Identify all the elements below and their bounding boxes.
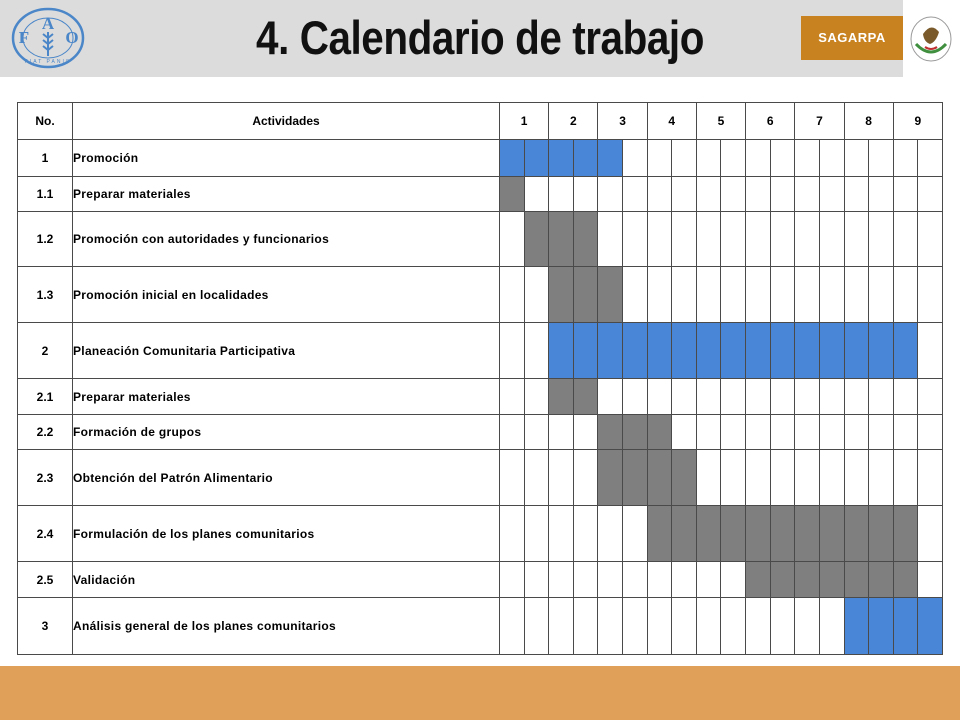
table-row (18, 506, 943, 562)
gantt-cell-task (893, 506, 918, 562)
gantt-cell-phase (696, 323, 721, 379)
gantt-cell-phase (500, 140, 525, 177)
activity-label: Preparar materiales (73, 177, 500, 212)
gantt-cell-empty (696, 598, 721, 655)
table-row (18, 177, 943, 212)
activity-label: Validación (73, 562, 500, 598)
gantt-cell-task (573, 379, 598, 415)
gantt-cell-empty (795, 177, 820, 212)
gantt-cell-empty (918, 450, 943, 506)
gantt-cell-empty (549, 415, 574, 450)
gantt-cell-empty (524, 415, 549, 450)
gantt-cell-task (549, 212, 574, 267)
gantt-cell-task (598, 415, 623, 450)
gantt-cell-empty (844, 379, 869, 415)
header-period-7: 7 (795, 103, 844, 140)
gantt-cell-task (623, 450, 648, 506)
gantt-cell-task (549, 267, 574, 323)
gantt-cell-empty (500, 415, 525, 450)
fao-letter-f: F (18, 28, 30, 47)
gantt-cell-empty (647, 598, 672, 655)
gantt-cell-empty (869, 267, 894, 323)
table-row (18, 323, 943, 379)
gantt-cell-phase (893, 598, 918, 655)
gantt-cell-empty (746, 212, 771, 267)
page-title: 4. Calendario de trabajo (256, 11, 704, 64)
header-period-5: 5 (696, 103, 745, 140)
gantt-cell-empty (918, 177, 943, 212)
gantt-cell-task (623, 415, 648, 450)
gantt-cell-empty (672, 598, 697, 655)
row-number: 1.2 (18, 212, 73, 267)
gantt-cell-empty (893, 212, 918, 267)
gantt-cell-empty (573, 177, 598, 212)
activity-label: Promoción inicial en localidades (73, 267, 500, 323)
gantt-cell-task (869, 506, 894, 562)
table-row (18, 415, 943, 450)
gantt-cell-empty (770, 598, 795, 655)
row-number: 2.3 (18, 450, 73, 506)
row-number: 2.4 (18, 506, 73, 562)
gantt-cell-empty (721, 212, 746, 267)
gantt-cell-empty (795, 212, 820, 267)
gantt-cell-empty (819, 267, 844, 323)
gantt-cell-empty (893, 140, 918, 177)
gantt-cell-task (746, 506, 771, 562)
gantt-cell-empty (746, 598, 771, 655)
gantt-cell-empty (746, 140, 771, 177)
row-number: 2.5 (18, 562, 73, 598)
gantt-cell-empty (746, 450, 771, 506)
gantt-cell-phase (869, 323, 894, 379)
gantt-cell-empty (869, 415, 894, 450)
activity-label: Promoción (73, 140, 500, 177)
gantt-cell-phase (918, 598, 943, 655)
gantt-cell-empty (623, 140, 648, 177)
gantt-cell-task (573, 267, 598, 323)
gantt-cell-empty (672, 212, 697, 267)
row-number: 2.2 (18, 415, 73, 450)
gantt-cell-task (524, 212, 549, 267)
gantt-cell-empty (770, 379, 795, 415)
gantt-cell-empty (623, 598, 648, 655)
gantt-cell-empty (647, 212, 672, 267)
header-period-2: 2 (549, 103, 598, 140)
gantt-cell-empty (549, 562, 574, 598)
gantt-cell-empty (721, 450, 746, 506)
gantt-cell-empty (623, 379, 648, 415)
gantt-cell-phase (573, 323, 598, 379)
gantt-cell-phase (721, 323, 746, 379)
activity-label: Formación de grupos (73, 415, 500, 450)
gantt-cell-empty (795, 598, 820, 655)
gantt-cell-phase (598, 140, 623, 177)
gantt-cell-empty (819, 450, 844, 506)
gantt-cell-empty (795, 140, 820, 177)
gantt-cell-empty (524, 177, 549, 212)
gantt-cell-empty (746, 379, 771, 415)
gantt-cell-empty (573, 506, 598, 562)
gantt-cell-empty (573, 562, 598, 598)
gantt-cell-empty (500, 267, 525, 323)
header-period-1: 1 (500, 103, 549, 140)
gantt-cell-empty (500, 506, 525, 562)
row-number: 3 (18, 598, 73, 655)
gantt-cell-task (647, 450, 672, 506)
gantt-cell-empty (524, 562, 549, 598)
gantt-cell-empty (524, 267, 549, 323)
gantt-cell-empty (573, 450, 598, 506)
gantt-cell-empty (819, 140, 844, 177)
gantt-cell-empty (598, 177, 623, 212)
activity-label: Promoción con autoridades y funcionarios (73, 212, 500, 267)
gantt-cell-empty (844, 177, 869, 212)
gantt-cell-task (770, 562, 795, 598)
table-row (18, 562, 943, 598)
gantt-cell-empty (770, 415, 795, 450)
gantt-cell-task (647, 506, 672, 562)
gantt-cell-task (746, 562, 771, 598)
gantt-cell-empty (500, 562, 525, 598)
gantt-cell-empty (549, 598, 574, 655)
gantt-cell-empty (721, 415, 746, 450)
gantt-cell-empty (795, 415, 820, 450)
gantt-cell-empty (869, 140, 894, 177)
gantt-cell-empty (844, 415, 869, 450)
gantt-cell-empty (795, 267, 820, 323)
sagarpa-logo: SAGARPA (801, 16, 903, 60)
gantt-cell-empty (770, 177, 795, 212)
activity-label: Preparar materiales (73, 379, 500, 415)
gantt-cell-empty (869, 177, 894, 212)
gantt-cell-empty (844, 450, 869, 506)
gantt-cell-empty (524, 506, 549, 562)
gantt-cell-empty (696, 177, 721, 212)
gantt-cell-task (598, 267, 623, 323)
activity-label: Formulación de los planes comunitarios (73, 506, 500, 562)
header-period-6: 6 (746, 103, 795, 140)
gantt-cell-empty (819, 379, 844, 415)
gantt-cell-phase (524, 140, 549, 177)
gantt-cell-empty (647, 562, 672, 598)
gantt-cell-phase (672, 323, 697, 379)
gantt-cell-empty (524, 598, 549, 655)
header-activities: Actividades (73, 103, 500, 140)
gantt-cell-empty (598, 212, 623, 267)
row-number: 2 (18, 323, 73, 379)
gantt-cell-task (672, 506, 697, 562)
gantt-cell-task (819, 562, 844, 598)
activity-label: Análisis general de los planes comunitarios (73, 598, 500, 655)
gantt-cell-phase (623, 323, 648, 379)
row-number: 1.3 (18, 267, 73, 323)
gantt-cell-empty (918, 212, 943, 267)
gantt-cell-empty (844, 140, 869, 177)
table-header-row (18, 103, 943, 140)
row-number: 2.1 (18, 379, 73, 415)
gantt-cell-phase (869, 598, 894, 655)
gantt-cell-task (598, 450, 623, 506)
table-row (18, 267, 943, 323)
header-period-8: 8 (844, 103, 893, 140)
gantt-cell-empty (647, 379, 672, 415)
gantt-cell-empty (918, 415, 943, 450)
table-row (18, 140, 943, 177)
gantt-cell-empty (524, 379, 549, 415)
gantt-cell-task (549, 379, 574, 415)
gantt-cell-empty (524, 323, 549, 379)
gantt-cell-empty (549, 450, 574, 506)
gantt-cell-empty (573, 415, 598, 450)
gantt-cell-phase (844, 598, 869, 655)
gantt-cell-task (844, 562, 869, 598)
gantt-cell-empty (746, 177, 771, 212)
gantt-cell-empty (623, 177, 648, 212)
gantt-cell-empty (672, 140, 697, 177)
gantt-cell-empty (696, 212, 721, 267)
gantt-cell-empty (696, 450, 721, 506)
gantt-cell-empty (918, 323, 943, 379)
gantt-cell-empty (598, 379, 623, 415)
gantt-cell-empty (696, 267, 721, 323)
gantt-cell-phase (647, 323, 672, 379)
gantt-cell-empty (893, 379, 918, 415)
gantt-cell-task (844, 506, 869, 562)
table-row (18, 598, 943, 655)
gantt-cell-task (819, 506, 844, 562)
gantt-cell-empty (918, 562, 943, 598)
gantt-cell-empty (696, 140, 721, 177)
gantt-cell-empty (623, 212, 648, 267)
gantt-cell-phase (844, 323, 869, 379)
gantt-cell-empty (721, 140, 746, 177)
work-calendar-table (17, 102, 943, 655)
gantt-cell-phase (746, 323, 771, 379)
gantt-cell-phase (795, 323, 820, 379)
gantt-cell-empty (770, 267, 795, 323)
gantt-cell-empty (893, 415, 918, 450)
gantt-cell-empty (918, 506, 943, 562)
gantt-cell-empty (721, 562, 746, 598)
gantt-cell-empty (623, 267, 648, 323)
row-number: 1.1 (18, 177, 73, 212)
table-row (18, 450, 943, 506)
gantt-cell-empty (696, 379, 721, 415)
gantt-cell-empty (819, 177, 844, 212)
gantt-cell-empty (721, 598, 746, 655)
gantt-cell-empty (500, 450, 525, 506)
gantt-cell-empty (500, 379, 525, 415)
gantt-cell-task (696, 506, 721, 562)
gantt-cell-task (893, 562, 918, 598)
fao-motto: FIAT PANIS (24, 59, 72, 65)
gantt-cell-empty (893, 450, 918, 506)
gantt-cell-empty (819, 415, 844, 450)
gantt-cell-empty (746, 415, 771, 450)
gantt-cell-empty (893, 267, 918, 323)
gantt-cell-task (770, 506, 795, 562)
fao-letter-a: A (41, 14, 55, 33)
gantt-cell-empty (647, 267, 672, 323)
gantt-cell-task (500, 177, 525, 212)
header-period-4: 4 (647, 103, 696, 140)
gantt-cell-empty (696, 562, 721, 598)
gantt-cell-task (647, 415, 672, 450)
gantt-cell-phase (770, 323, 795, 379)
header-period-3: 3 (598, 103, 647, 140)
gantt-cell-empty (672, 267, 697, 323)
gantt-cell-empty (672, 177, 697, 212)
gantt-cell-empty (795, 379, 820, 415)
gantt-cell-task (672, 450, 697, 506)
gantt-cell-empty (696, 415, 721, 450)
gantt-cell-empty (647, 140, 672, 177)
gantt-cell-empty (819, 212, 844, 267)
gantt-cell-empty (819, 598, 844, 655)
header-period-9: 9 (893, 103, 942, 140)
gantt-cell-empty (869, 450, 894, 506)
gantt-cell-empty (795, 450, 820, 506)
gantt-cell-empty (770, 212, 795, 267)
activity-label: Planeación Comunitaria Participativa (73, 323, 500, 379)
gantt-cell-task (795, 562, 820, 598)
gantt-cell-empty (598, 562, 623, 598)
gantt-cell-empty (918, 267, 943, 323)
bottom-band (0, 666, 960, 720)
gantt-cell-phase (819, 323, 844, 379)
gantt-cell-empty (672, 415, 697, 450)
gantt-cell-phase (549, 323, 574, 379)
gantt-cell-task (721, 506, 746, 562)
gantt-cell-empty (573, 598, 598, 655)
gantt-cell-empty (500, 598, 525, 655)
fao-letter-o: O (65, 28, 79, 47)
gantt-cell-empty (844, 212, 869, 267)
activity-label: Obtención del Patrón Alimentario (73, 450, 500, 506)
mexico-seal-icon (908, 14, 954, 64)
gantt-cell-empty (721, 267, 746, 323)
gantt-cell-task (795, 506, 820, 562)
gantt-cell-empty (549, 177, 574, 212)
gantt-cell-task (573, 212, 598, 267)
header-no: No. (18, 103, 73, 140)
gantt-cell-empty (893, 177, 918, 212)
gantt-cell-phase (893, 323, 918, 379)
gantt-cell-empty (500, 323, 525, 379)
gantt-cell-empty (721, 177, 746, 212)
gantt-cell-empty (844, 267, 869, 323)
gantt-cell-empty (524, 450, 549, 506)
gantt-cell-empty (770, 140, 795, 177)
table-row (18, 379, 943, 415)
gantt-cell-empty (623, 506, 648, 562)
gantt-cell-empty (598, 598, 623, 655)
gantt-cell-empty (770, 450, 795, 506)
gantt-cell-phase (549, 140, 574, 177)
table-row (18, 212, 943, 267)
gantt-cell-empty (623, 562, 648, 598)
gantt-cell-empty (746, 267, 771, 323)
gantt-cell-empty (721, 379, 746, 415)
gantt-cell-empty (672, 379, 697, 415)
gantt-cell-empty (647, 177, 672, 212)
gantt-cell-task (869, 562, 894, 598)
gantt-cell-empty (549, 506, 574, 562)
gantt-cell-phase (573, 140, 598, 177)
gantt-cell-empty (869, 379, 894, 415)
row-number: 1 (18, 140, 73, 177)
gantt-cell-empty (869, 212, 894, 267)
gantt-cell-empty (598, 506, 623, 562)
gantt-cell-empty (500, 212, 525, 267)
gantt-cell-empty (918, 140, 943, 177)
fao-logo (10, 6, 86, 70)
gantt-cell-empty (672, 562, 697, 598)
gantt-cell-phase (598, 323, 623, 379)
gantt-cell-empty (918, 379, 943, 415)
